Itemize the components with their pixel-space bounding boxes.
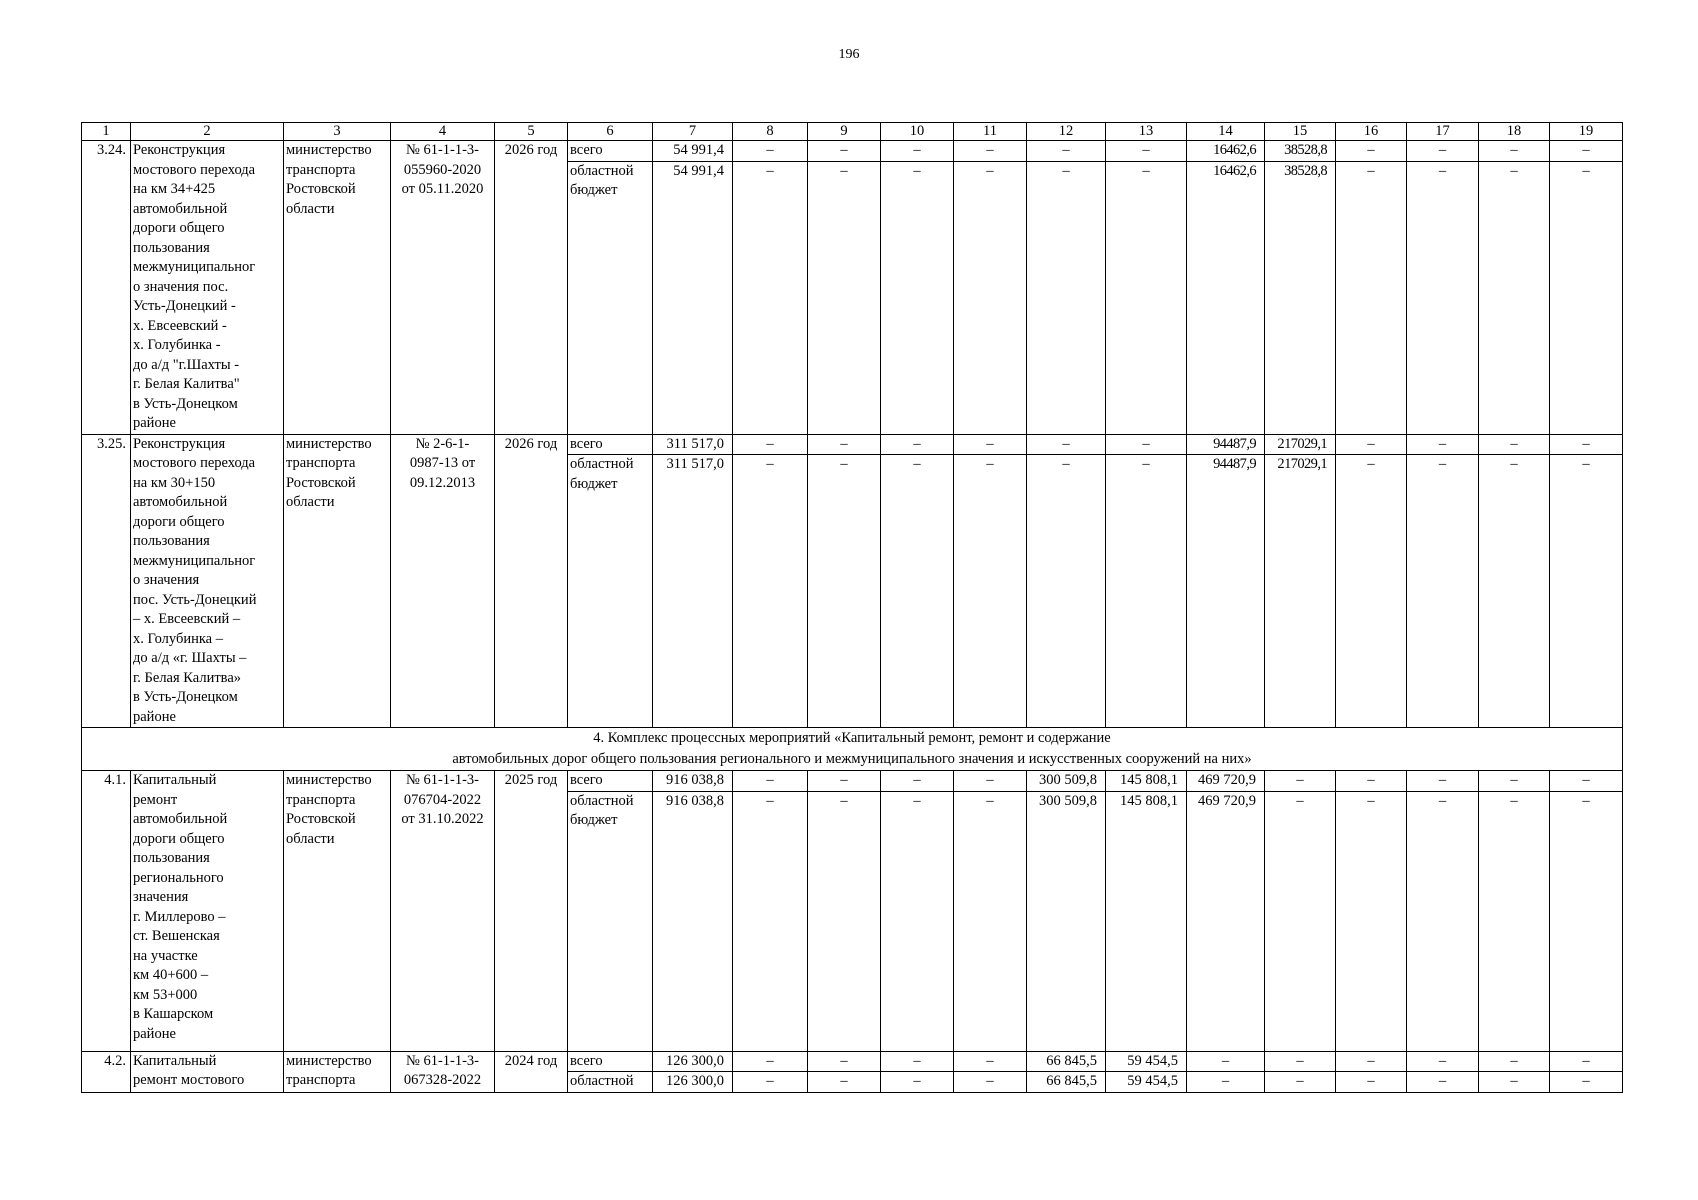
organization-line: области [286,830,335,847]
header-cell: 10 [881,123,954,141]
document-line: № 61-1-1-3- [405,772,480,788]
funding-source-line: всего [570,772,603,788]
funding-source-line: всего [570,142,603,158]
measure-name-line: дороги общего [133,830,225,847]
value-cell: 916 038,8 [653,791,733,1051]
value-cell: 59 454,5 [1106,1051,1187,1072]
value-cell: – [881,1051,954,1072]
header-cell: 17 [1407,123,1479,141]
header-cell: 12 [1027,123,1106,141]
table-row [82,1051,1623,1072]
value-cell: 66 845,5 [1027,1051,1106,1072]
header-cell: 7 [653,123,733,141]
value-cell: – [1550,1051,1623,1072]
funding-source [568,791,653,1051]
funding-source [568,434,653,455]
measure-name-line: регионального [133,869,224,886]
header-cell: 1 [82,123,131,141]
measure-name-line: о значения [133,572,200,588]
measure-name-line: дороги общего [133,220,225,236]
value-cell: 311 517,0 [653,455,733,728]
responsible-organization [284,141,391,435]
value-cell: – [1106,434,1187,455]
measure-name-line: Усть-Донецкий - [133,298,236,314]
value-cell: 469 720,9 [1187,791,1265,1051]
measure-number: 3.25. [82,434,131,728]
value-cell: – [1550,771,1623,792]
value-cell: – [1187,1072,1265,1093]
document-line: № 2-6-1- [415,435,470,452]
value-cell: 126 300,0 [653,1051,733,1072]
measure-name-line: ремонт [133,791,178,808]
value-cell: – [733,161,808,434]
measure-name-line: автомобильной [133,811,228,827]
value-cell: – [808,1072,881,1093]
header-cell: 4 [391,123,495,141]
value-cell: – [733,1051,808,1072]
document-line: от 31.10.2022 [401,811,484,827]
value-cell: – [1479,161,1550,434]
measure-name-line: Капитальный [133,1052,217,1069]
value-cell: – [1336,141,1407,162]
value-cell: – [733,1072,808,1093]
measure-name-line: районе [133,1025,176,1042]
value-cell: 217029,1 [1265,455,1336,728]
value-cell: – [1479,771,1550,792]
document-line: № 61-1-1-3- [405,1052,480,1069]
funding-source-line: бюджет [570,475,618,492]
measure-name-line: пользования [133,239,210,256]
document-reference [391,1051,495,1092]
value-cell: – [1407,161,1479,434]
value-cell: 54 991,4 [653,161,733,434]
measure-name-line: км 53+000 [133,986,198,1003]
header-cell: 14 [1187,123,1265,141]
value-cell: 38528,8 [1265,161,1336,434]
value-cell: 469 720,9 [1187,771,1265,792]
document-line: 055960-2020 [403,161,482,178]
measure-name-line: межмуниципальног [133,259,256,275]
value-cell: – [1407,1072,1479,1093]
organization-line: области [286,200,335,217]
organization-line: министерство [286,435,372,452]
measure-name-line: межмуниципальног [133,552,256,569]
measure-name-line: ст. Вешенская [133,928,220,944]
value-cell: 16462,6 [1187,141,1265,162]
value-cell: – [1407,791,1479,1051]
organization-line: транспорта [286,455,356,471]
header-cell: 11 [954,123,1027,141]
measure-name-line: до а/д «г. Шахты – [133,650,247,666]
measure-name-line: г. Миллерово – [133,908,226,925]
measure-name-line: х. Голубинка – [133,630,223,647]
organization-line: Ростовской [286,474,356,491]
value-cell: – [881,771,954,792]
funding-source [568,1072,653,1093]
header-cell: 15 [1265,123,1336,141]
header-cell: 13 [1106,123,1187,141]
value-cell: – [954,455,1027,728]
organization-line: Ростовской [286,181,356,197]
value-cell: 54 991,4 [653,141,733,162]
funding-source [568,771,653,792]
value-cell: – [1550,1072,1623,1093]
value-cell: 94487,9 [1187,434,1265,455]
value-cell: 916 038,8 [653,771,733,792]
value-cell: – [808,791,881,1051]
value-cell: – [1336,1051,1407,1072]
value-cell: – [1550,455,1623,728]
organization-line: Ростовской [286,811,356,827]
measure-name-line: на участке [133,947,198,964]
document-line: от 05.11.2020 [401,181,484,197]
value-cell: – [808,1051,881,1072]
value-cell: – [1265,791,1336,1051]
header-cell: 9 [808,123,881,141]
value-cell: – [1550,434,1623,455]
document-line: № 61-1-1-3- [405,142,480,158]
value-cell: – [1027,161,1106,434]
measure-name [131,771,284,1052]
organization-line: министерство [286,142,372,158]
header-cell: 16 [1336,123,1407,141]
value-cell: 16462,6 [1187,161,1265,434]
measure-name-line: районе [133,708,176,725]
value-cell: – [881,1072,954,1093]
funding-source-line: бюджет [570,812,618,828]
value-cell: – [954,771,1027,792]
funding-source-line: областной [570,792,634,809]
value-cell: – [954,1072,1027,1093]
value-cell: – [954,141,1027,162]
measure-name-line: в Усть-Донецком [133,689,238,705]
value-cell: – [808,771,881,792]
value-cell: – [808,141,881,162]
value-cell: – [1479,434,1550,455]
measure-name-line: х. Голубинка - [133,337,221,353]
budget-table [81,122,1623,1093]
measure-number: 4.1. [82,771,131,1052]
measure-name-line: в Кашарском [133,1006,214,1022]
section-heading [82,728,1623,771]
organization-line: области [286,494,335,510]
measure-number: 4.2. [82,1051,131,1092]
completion-year: 2026 год [495,434,568,728]
organization-line: транспорта [286,791,356,808]
value-cell: – [808,434,881,455]
value-cell: – [1407,455,1479,728]
measure-name [131,141,284,435]
measure-name-line: значения [133,889,189,905]
value-cell: – [1265,1051,1336,1072]
value-cell: – [1336,771,1407,792]
value-cell: – [1407,1051,1479,1072]
document-reference [391,434,495,728]
value-cell: 145 808,1 [1106,771,1187,792]
responsible-organization [284,1051,391,1092]
funding-source-line: бюджет [570,182,618,199]
document-reference [391,771,495,1052]
value-cell: – [1106,141,1187,162]
value-cell: – [1407,141,1479,162]
header-cell: 3 [284,123,391,141]
measure-name-line: х. Евсеевский - [133,317,227,334]
value-cell: – [1187,1051,1265,1072]
value-cell: – [1106,455,1187,728]
value-cell: 300 509,8 [1027,771,1106,792]
value-cell: – [1027,434,1106,455]
value-cell: – [1407,434,1479,455]
value-cell: 38528,8 [1265,141,1336,162]
measure-name-line: автомобильной [133,200,228,217]
measure-name-line: мостового перехода [133,161,256,178]
table-row [82,771,1623,792]
funding-source [568,1051,653,1072]
measure-name-line: автомобильной [133,494,228,510]
value-cell: 311 517,0 [653,434,733,455]
document-line: 09.12.2013 [409,474,476,491]
value-cell: – [733,141,808,162]
funding-source-line: областной [570,456,634,473]
measure-name-line: пользования [133,533,210,549]
document-line: 067328-2022 [403,1072,482,1088]
completion-year: 2025 год [495,771,568,1052]
section-heading-row [82,728,1623,771]
value-cell: 145 808,1 [1106,791,1187,1051]
value-cell: – [954,1051,1027,1072]
value-cell: – [1027,455,1106,728]
value-cell: – [1106,161,1187,434]
value-cell: 300 509,8 [1027,791,1106,1051]
measure-name-line: на км 34+425 [133,181,216,197]
value-cell: – [1479,455,1550,728]
measure-name-line: до а/д "г.Шахты - [133,356,240,373]
value-cell: – [881,791,954,1051]
value-cell: – [881,161,954,434]
value-cell: – [881,141,954,162]
measure-name [131,434,284,728]
value-cell: – [733,791,808,1051]
measure-name-line: г. Белая Калитва» [133,669,242,686]
document-line: 0987-13 от [409,455,476,471]
measure-name-line: в Усть-Донецком [133,395,238,412]
funding-source-line: областной [570,1073,634,1089]
value-cell: – [1336,161,1407,434]
funding-source-line: областной [570,162,634,179]
value-cell: – [1479,1072,1550,1093]
value-cell: – [1336,791,1407,1051]
completion-year: 2026 год [495,141,568,435]
value-cell: – [1479,791,1550,1051]
page-number: 196 [838,47,860,62]
value-cell: 217029,1 [1265,434,1336,455]
responsible-organization [284,771,391,1052]
value-cell: – [1336,434,1407,455]
completion-year: 2024 год [495,1051,568,1092]
measure-name-line: г. Белая Калитва" [133,376,240,392]
header-cell: 2 [131,123,284,141]
measure-name-line: мостового перехода [133,455,256,471]
measure-name-line: пользования [133,850,210,866]
value-cell: – [1550,141,1623,162]
table-row [82,141,1623,162]
funding-source [568,141,653,162]
measure-name-line: ремонт мостового [133,1072,245,1088]
table-row [82,434,1623,455]
measure-name [131,1051,284,1092]
measure-name-line: км 40+600 – [133,967,209,983]
value-cell: – [1336,1072,1407,1093]
value-cell: – [808,455,881,728]
organization-line: министерство [286,772,372,788]
measure-name-line: на км 30+150 [133,474,216,491]
measure-name-line: дороги общего [133,513,225,530]
measure-name-line: пос. Усть-Донецкий [133,591,257,608]
funding-source [568,455,653,728]
header-cell: 19 [1550,123,1623,141]
value-cell: – [954,791,1027,1051]
value-cell: – [1336,455,1407,728]
organization-line: транспорта [286,161,356,178]
value-cell: 59 454,5 [1106,1072,1187,1093]
value-cell: 94487,9 [1187,455,1265,728]
value-cell: – [733,434,808,455]
value-cell: – [954,434,1027,455]
funding-source [568,161,653,434]
header-row [82,123,1623,141]
value-cell: – [1479,1051,1550,1072]
value-cell: – [954,161,1027,434]
value-cell: – [733,771,808,792]
value-cell: – [1265,1072,1336,1093]
header-cell: 6 [568,123,653,141]
value-cell: – [881,455,954,728]
responsible-organization [284,434,391,728]
value-cell: – [808,161,881,434]
value-cell: – [1550,161,1623,434]
measure-name-line: Реконструкция [133,142,226,158]
document-reference [391,141,495,435]
value-cell: – [1407,771,1479,792]
value-cell: – [733,455,808,728]
measure-name-line: Реконструкция [133,435,226,452]
value-cell: 126 300,0 [653,1072,733,1093]
value-cell: – [881,434,954,455]
section-heading-line: 4. Комплекс процессных мероприятий «Капитальный ремонт, ремонт и содержание [593,730,1111,746]
value-cell: – [1265,771,1336,792]
header-cell: 5 [495,123,568,141]
header-cell: 18 [1479,123,1550,141]
document-line: 076704-2022 [403,791,482,808]
value-cell: 66 845,5 [1027,1072,1106,1093]
section-heading-line: автомобильных дорог общего пользования регионального и межмуниципального значения и искусственных сооружений на них» [452,751,1252,767]
organization-line: транспорта [286,1072,356,1088]
measure-name-line: – х. Евсеевский – [133,611,241,627]
value-cell: – [1479,141,1550,162]
measure-name-line: Капитальный [133,772,217,788]
value-cell: – [1027,141,1106,162]
header-cell: 8 [733,123,808,141]
measure-name-line: о значения пос. [133,278,229,295]
funding-source-line: всего [570,1052,603,1069]
organization-line: министерство [286,1052,372,1069]
value-cell: – [1550,791,1623,1051]
measure-name-line: районе [133,415,176,431]
funding-source-line: всего [570,435,603,452]
measure-number: 3.24. [82,141,131,435]
